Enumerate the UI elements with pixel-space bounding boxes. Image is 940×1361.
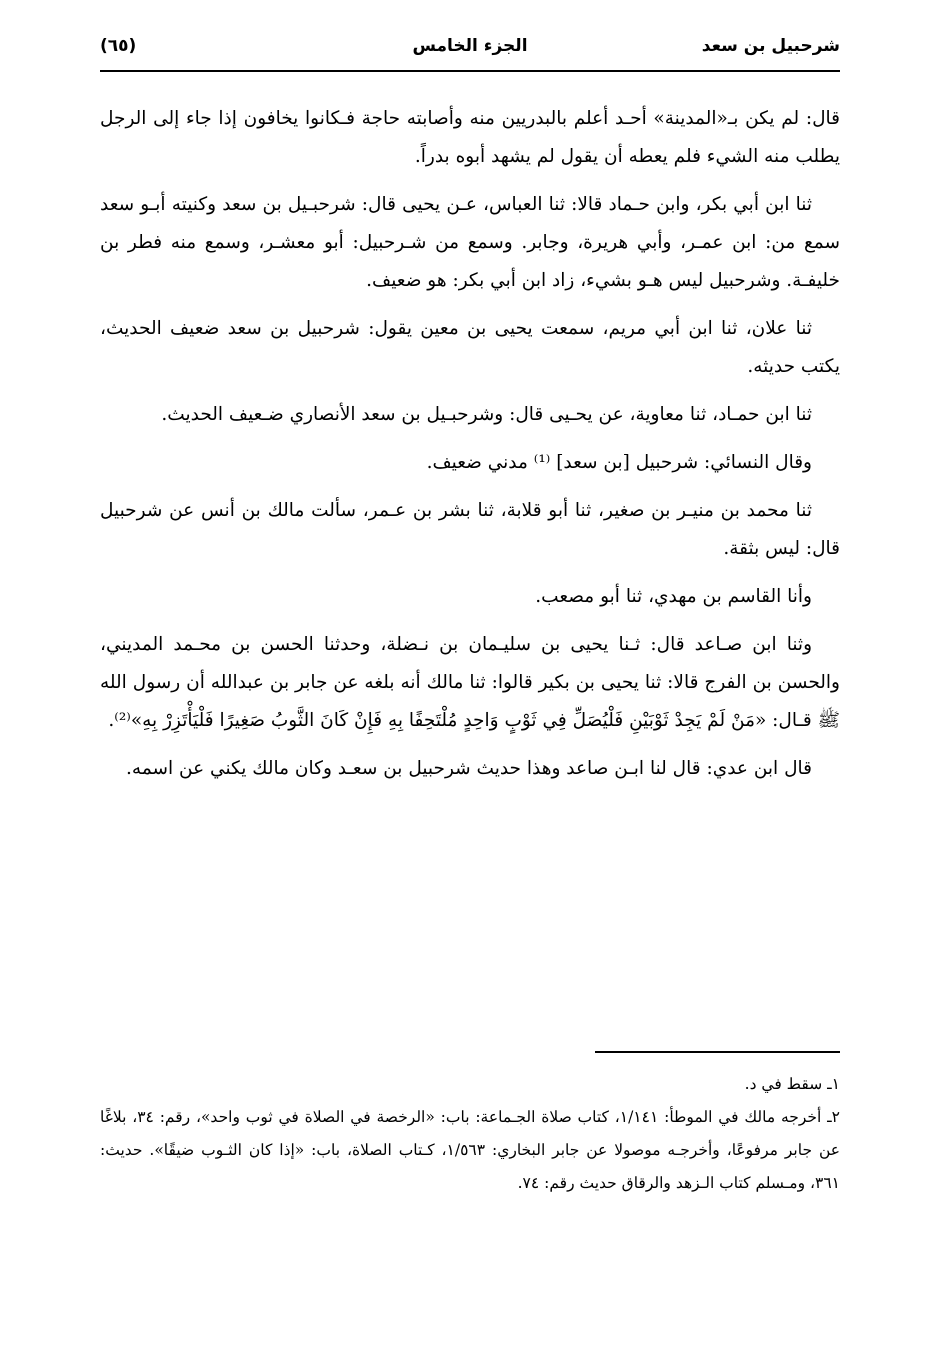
paragraph: وقال النسائي: شرحبيل [بن سعد] ⁽¹⁾ مدني ضعيف. — [426, 452, 812, 473]
volume-title: الجزء الخامس — [412, 36, 528, 56]
header-rule — [100, 70, 840, 72]
paragraph: ثنا علان، ثنا ابن أبي مريم، سمعت يحيى بن معين يقول: شرحبيل بن سعد ضعيف الحديث، يكتب حديثه. — [100, 318, 840, 377]
main-text — [100, 100, 840, 798]
page-number: (٦٥) — [100, 36, 137, 56]
paragraph: ثنا محمد بن منيـر بن صغير، ثنا أبو قلابة، ثنا بشر بن عـمر، سألت مالك بن أنس عن شرحبيل قال: ليس بثقة. — [100, 500, 840, 559]
paragraph: ثنا ابن أبي بكر، وابن حـماد قالا: ثنا العباس، عـن يحيى قال: شرحبـيل بن سعد وكنيته أبـو سعد سمع من: ابن عمـر، وأبي هريرة، وجابر. وسمع من شـرحبيل: أبو معشـر، وسمع منه فطر بن خليفـة. وشرحبيل ليس هـو بشيء، زاد ابن أبي بكر: هو ضعيف. — [100, 194, 840, 291]
paragraph: ثنا ابن حمـاد، ثنا معاوية، عن يحـيى قال: وشرحبـيل بن سعد الأنصاري ضـعيف الحديث. — [161, 404, 812, 425]
footnote-rule — [595, 1051, 840, 1053]
running-title: شرحبيل بن سعد — [701, 36, 840, 56]
footnote: ٢ـ أخرجه مالك في الموطأ: ١/١٤١، كتاب صلاة الجـماعة: باب: «الرخصة في الصلاة في ثوب واحد»، رقم: ٣٤، بلاغًا عن جابر مرفوعًا، وأخرجـه موصولا عن جابر البخاري: ١/٥٦٣، كـتاب الصلاة، باب: «إذا كان الثـوب ضيقًا». حديث: ٣٦١، ومـسلم كتاب الـزهد والرقاق حديث رقم: ٧٤. — [100, 1108, 840, 1192]
paragraph: قال: لم يكن بـ«المدينة» أحـد أعلم بالبدريين منه وأصابته حاجة فـكانوا يخافون إذا جاء إلى الرجل يطلب منه الشيء فلم يعطه أن يقول لم يشهد أبوه بدراً. — [100, 108, 840, 167]
footnote: ١ـ سقط في د. — [744, 1075, 840, 1093]
paragraph: قال ابن عدي: قال لنا ابـن صاعد وهذا حديث شرحبيل بن سعـد وكان مالك يكني عن اسمه. — [126, 758, 812, 779]
footnotes — [100, 1068, 840, 1200]
paragraph: وأنا القاسم بن مهدي، ثنا أبو مصعب. — [535, 586, 812, 607]
page-header — [100, 36, 840, 68]
paragraph: وثنا ابن صـاعد قال: ثـنا يحيى بن سليـمان بن نـضلة، وحدثنا الحسن بن محـمد المديني، والحسن بن الفرج قالا: ثنا يحيى بن بكير قالوا: ثنا مالك أنه بلغه عن جابر بن عبدالله أن رسول الله ﷺ قـال: «مَنْ لَمْ يَجِدْ ثَوْبَيْنِ فَلْيُصَلِّ فِي ثَوْبٍ وَاحِدٍ مُلْتَحِفًا بِهِ فَإِنْ كَانَ الثَّوبُ صَغِيرًا فَلْيَأْتَزِرْ بِهِ»⁽²⁾. — [100, 634, 840, 731]
